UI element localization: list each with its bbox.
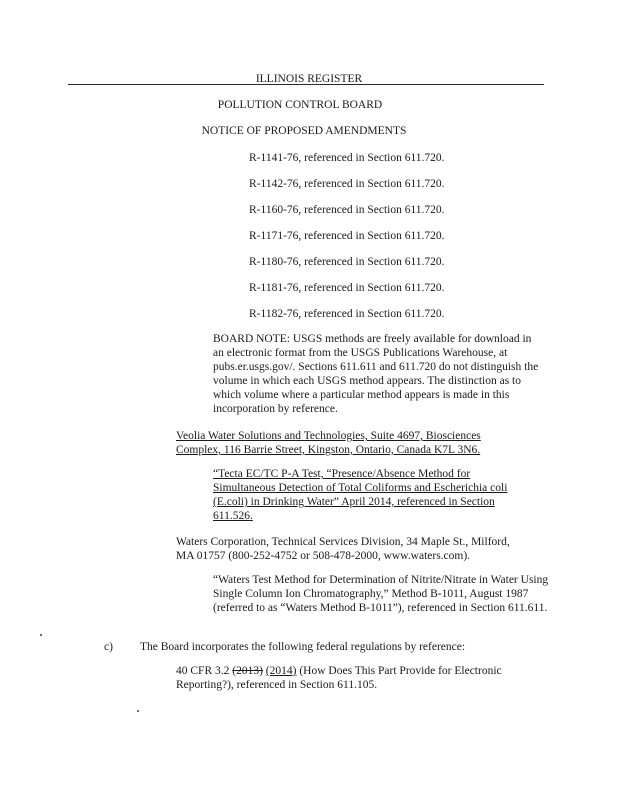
veolia-method: “Tecta EC/TC P-A Test, “Presence/Absence Method for Simultaneous Detection of Total Coliforms and Escherichia coli (E.coli) in Drinking Water” April 2014, referenced in Section 611.526.	[213, 468, 508, 522]
reference-item: R-1181-76, referenced in Section 611.720.	[249, 282, 445, 294]
scan-speck	[137, 710, 139, 712]
waters-org: Waters Corporation, Technical Services Division, 34 Maple St., Milford, MA 01757 (800-252-4752 or 508-478-2000, www.waters.com).	[176, 536, 510, 562]
cfr-new-year: (2014)	[265, 665, 297, 677]
board-name: POLLUTION CONTROL BOARD	[217, 99, 383, 111]
cfr-citation	[176, 664, 526, 692]
cfr-old-year: (2013)	[232, 665, 263, 677]
reference-item: R-1141-76, referenced in Section 611.720.	[249, 152, 445, 164]
section-text: The Board incorporates the following federal regulations by reference:	[140, 641, 466, 653]
scan-speck	[40, 634, 42, 636]
waters-method: “Waters Test Method for Determination of Nitrite/Nitrate in Water Using Single Column Ion Chromatography,” Method B-1011, August 1987 (referred to as “Waters Method B-1011”), referenced in Section 611.611.	[213, 574, 549, 614]
section-label: c)	[104, 641, 113, 653]
reference-item: R-1182-76, referenced in Section 611.720.	[249, 308, 445, 320]
veolia-org: Veolia Water Solutions and Technologies, Suite 4697, Biosciences Complex, 116 Barrie Street, Kingston, Ontario, Canada K7L 3N6.	[176, 430, 481, 456]
board-note: BOARD NOTE: USGS methods are freely available for download in an electronic format from the USGS Publications Warehouse, at pubs.er.usgs.gov/. Sections 611.611 and 611.720 do not distinguish the volume in which each USGS method appears. The distinction as to which volume where a particular method appears is made in this incorporation by reference.	[213, 333, 539, 415]
register-title: ILLINOIS REGISTER	[255, 73, 363, 85]
reference-item: R-1142-76, referenced in Section 611.720.	[249, 178, 445, 190]
reference-item: R-1160-76, referenced in Section 611.720.	[249, 204, 445, 216]
notice-title: NOTICE OF PROPOSED AMENDMENTS	[201, 125, 407, 137]
cfr-prefix: 40 CFR 3.2	[176, 665, 233, 677]
reference-item: R-1180-76, referenced in Section 611.720.	[249, 256, 445, 268]
reference-item: R-1171-76, referenced in Section 611.720.	[249, 230, 445, 242]
cfr-rest: (How Does This Part Provide for Electronic Reporting?), referenced in Section 611.105.	[176, 665, 502, 691]
header-rule	[68, 84, 544, 85]
